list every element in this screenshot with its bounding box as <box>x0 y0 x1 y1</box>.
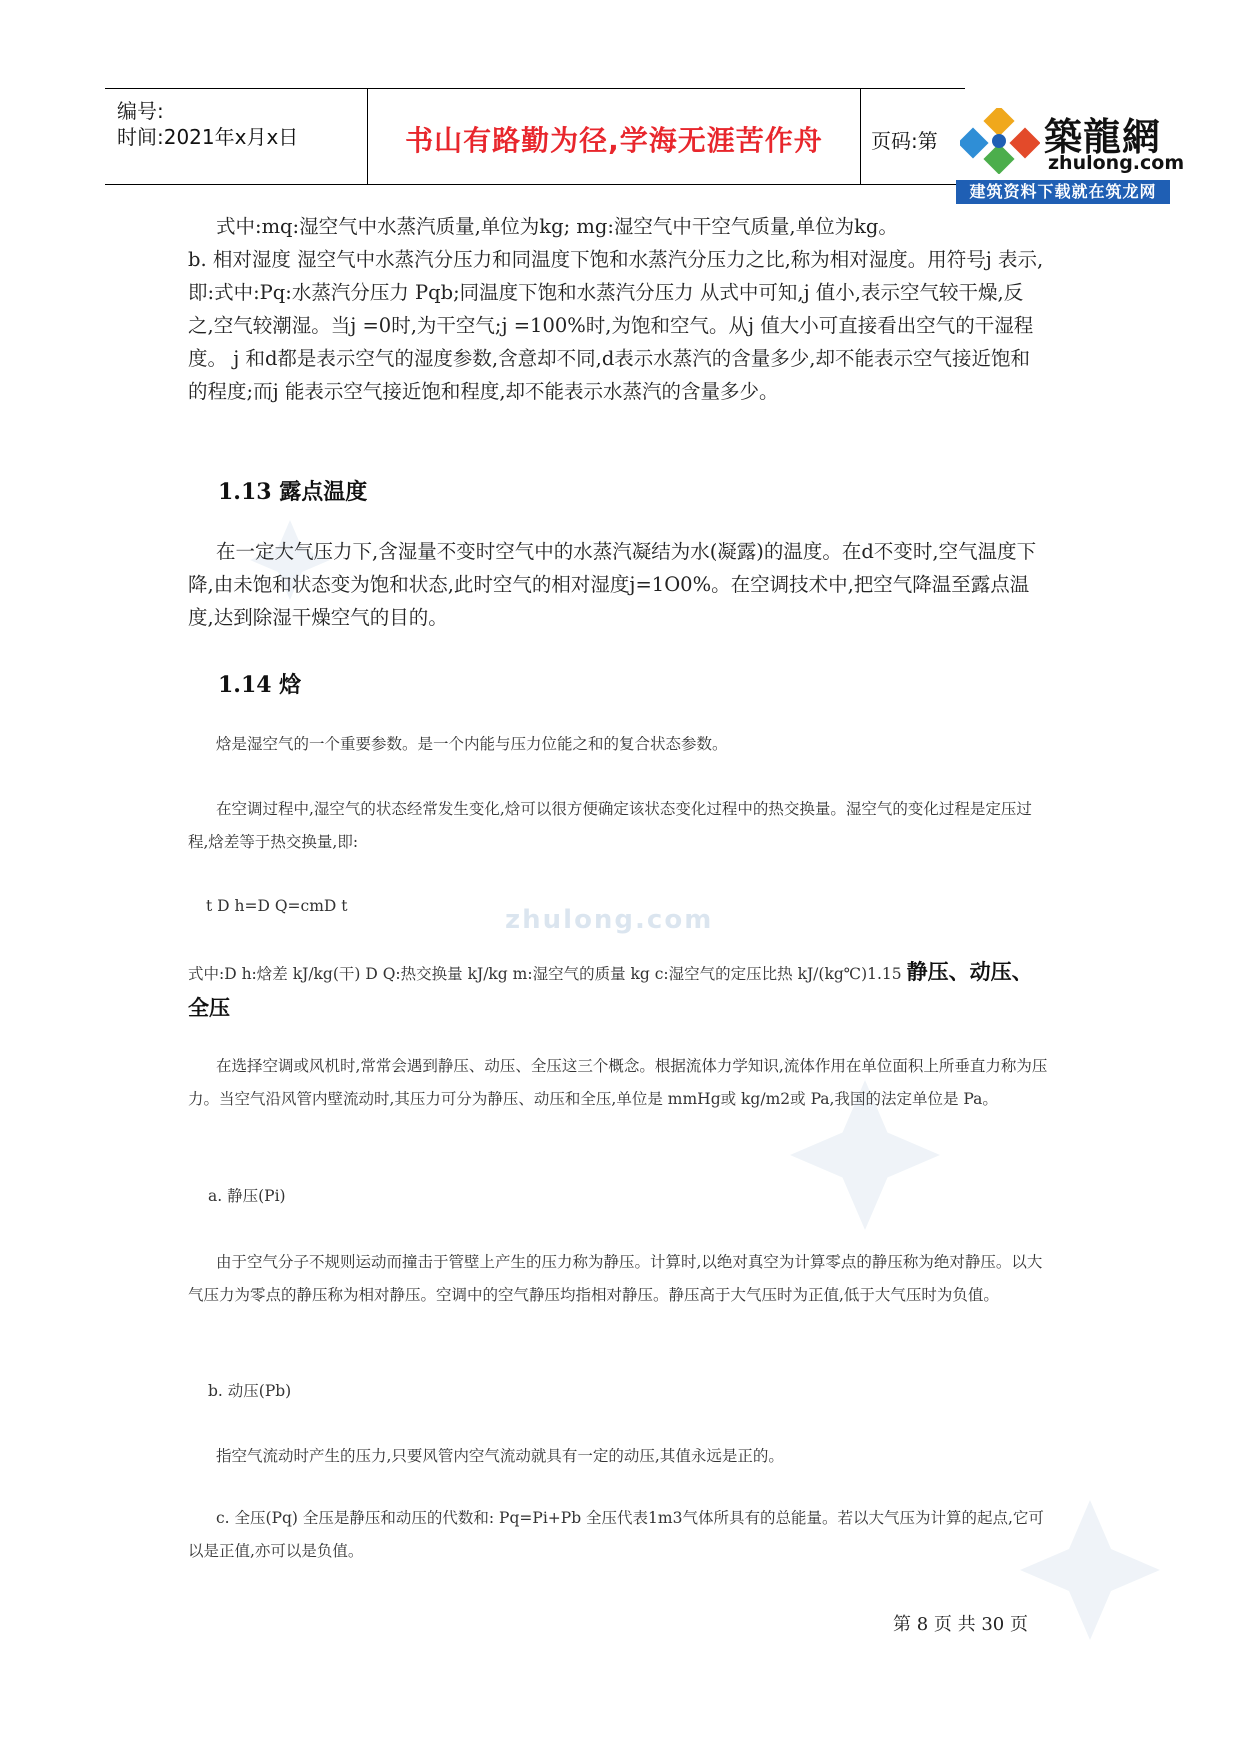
formula-text: t D h=D Q=cmD t <box>206 897 348 915</box>
header-page-cell <box>859 89 965 184</box>
dynamic-pressure-title <box>188 1375 1048 1408</box>
dynamic-pressure-label: b. 动压(Pb) <box>208 1382 292 1400</box>
logo-name-cn: 築龍網 <box>1044 114 1162 159</box>
watermark-text: zhulong.com <box>505 905 714 935</box>
total-pressure-text: c. 全压(Pq) 全压是静压和动压的代数和: Pq=Pi+Pb 全压代表1m3气体所具有的总能量。若以大气压为计算的起点,它可以是正值,亦可以是负值。 <box>188 1509 1044 1560</box>
header-info-cell <box>105 89 367 184</box>
paragraph-pressure-intro <box>188 1050 1048 1116</box>
paragraph-humidity <box>188 210 1048 408</box>
time-label: 时间:2021年x月x日 <box>117 125 299 149</box>
paragraph-dynamic-pressure <box>188 1440 1048 1473</box>
relative-humidity-text: b. 相对湿度 湿空气中水蒸汽分压力和同温度下饱和水蒸汽分压力之比,称为相对湿度。用符号j 表示,即:式中:Pq:水蒸汽分压力 Pqb;同温度下饱和水蒸汽分压力 从式中可知,j 值小,表示空气较干燥,反之,空气较潮湿。当j =0时,为干空气;j =100%时,为饱和空气。从j 值大小可直接看出空气的干湿程度。 j 和d都是表示空气的湿度参数,含意却不同,d表示水蒸汽的含量多少,却不能表示空气接近饱和的程度;而j 能表示空气接近饱和程度,却不能表示水蒸汽的含量多少。 <box>188 248 1044 403</box>
page-number: 第 8 页 共 30 页 <box>893 1614 1028 1635</box>
static-pressure-title <box>188 1180 1048 1213</box>
paragraph-enthalpy-1 <box>188 728 1048 761</box>
number-label: 编号: <box>117 99 164 123</box>
heading-1-15: 静压、动压、全压 <box>188 959 1033 1020</box>
pressure-intro-text: 在选择空调或风机时,常常会遇到静压、动压、全压这三个概念。根据流体力学知识,流体作用在单位面积上所垂直力称为压力。当空气沿风管内壁流动时,其压力可分为静压、动压和全压,单位是 mmHg或 kg/m2或 Pa,我国的法定单位是 Pa。 <box>188 1057 1048 1108</box>
static-pressure-text: 由于空气分子不规则运动而撞击于管壁上产生的压力称为静压。计算时,以绝对真空为计算零点的静压称为绝对静压。以大气压力为零点的静压称为相对静压。空调中的空气静压均指相对静压。静压高于大气压时为正值,低于大气压时为负值。 <box>188 1253 1043 1304</box>
enthalpy-process: 在空调过程中,湿空气的状态经常发生变化,焓可以很方便确定该状态变化过程中的热交换量。湿空气的变化过程是定压过程,焓差等于热交换量,即: <box>188 800 1032 851</box>
paragraph-static-pressure <box>188 1246 1048 1312</box>
zhulong-mark-icon <box>960 108 1040 174</box>
paragraph-dew-point <box>188 535 1048 634</box>
static-pressure-label: a. 静压(Pi) <box>208 1187 286 1205</box>
page-label: 页码:第 <box>871 129 938 153</box>
heading-1-13: 1.13 露点温度 <box>218 479 368 505</box>
logo-name-en: zhulong.com <box>1048 152 1185 174</box>
logo-slogan: 建筑资料下载就在筑龙网 <box>956 180 1170 204</box>
paragraph-enthalpy-3 <box>188 955 1048 1027</box>
dew-point-text: 在一定大气压力下,含湿量不变时空气中的水蒸汽凝结为水(凝露)的温度。在d不变时,空气温度下降,由未饱和状态变为饱和状态,此时空气的相对湿度j=1O0%。在空调技术中,把空气降温至露点温度,达到除湿干燥空气的目的。 <box>188 540 1037 629</box>
enthalpy-legend: 式中:D h:焓差 kJ/kg(干) D Q:热交换量 kJ/kg m:湿空气的质量 kg c:湿空气的定压比热 kJ/(kg℃)1.15 <box>188 965 902 983</box>
document-header <box>105 88 965 185</box>
motto: 书山有路勤为径,学海无涯苦作舟 <box>405 124 823 157</box>
dynamic-pressure-text: 指空气流动时产生的压力,只要风管内空气流动就具有一定的动压,其值永远是正的。 <box>216 1447 784 1465</box>
paragraph-enthalpy-2 <box>188 793 1048 859</box>
enthalpy-formula <box>188 890 1048 923</box>
heading-1-14: 1.14 焓 <box>218 672 302 698</box>
enthalpy-definition: 焓是湿空气的一个重要参数。是一个内能与压力位能之和的复合状态参数。 <box>216 735 728 753</box>
header-motto-cell <box>367 89 861 184</box>
zhulong-logo <box>960 104 1185 204</box>
formula-explanation: 式中:mq:湿空气中水蒸汽质量,单位为kg; mg:湿空气中干空气质量,单位为kg。 <box>216 215 898 238</box>
paragraph-total-pressure <box>188 1502 1048 1568</box>
